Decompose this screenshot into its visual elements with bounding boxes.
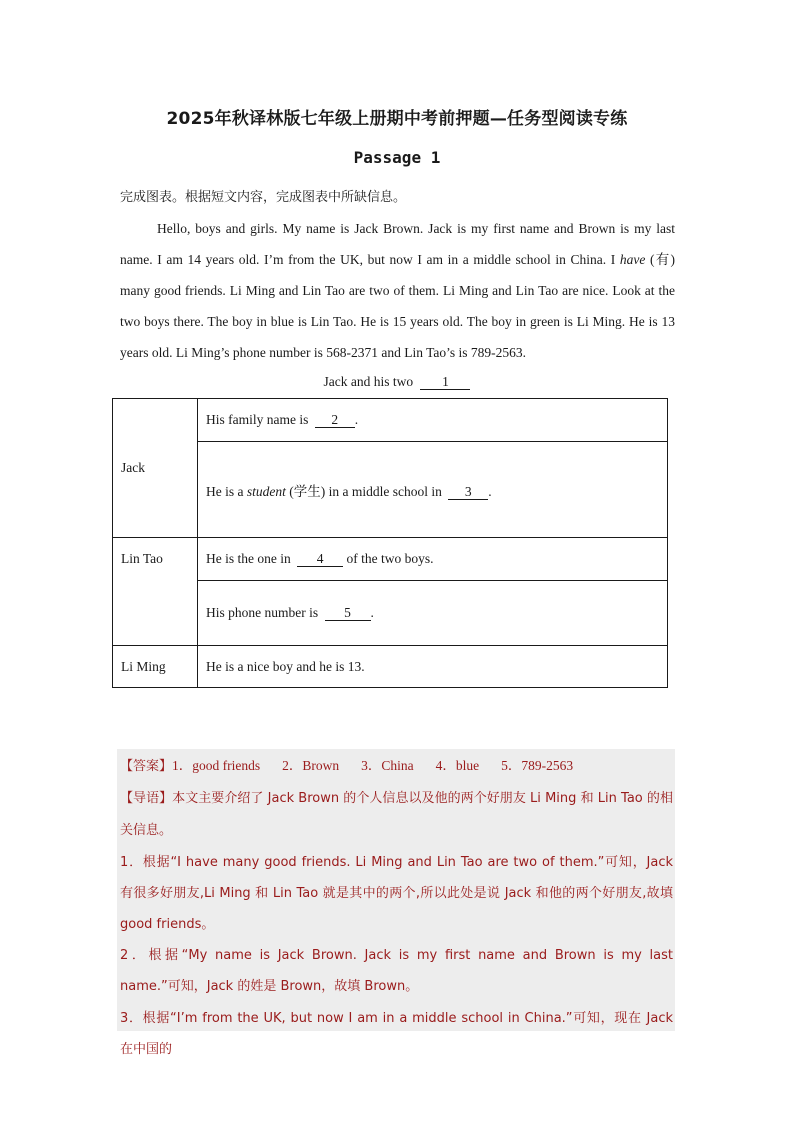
table-cell: He is a nice boy and he is 13. [198,646,668,688]
cell-text: . [370,605,374,620]
table-row [113,399,668,442]
blank-4: 4 [297,552,343,567]
cell-text: He is a [206,483,247,499]
answer-line [120,750,673,782]
table-cell [198,399,668,442]
guide-label: 【导语】 [120,791,173,807]
answer-section [117,749,675,1057]
passage-italic-word: have [619,252,646,267]
name-cell-li-ming: Li Ming [113,646,198,688]
info-table [112,398,668,688]
passage-text-part-2: (有) many good friends. Li Ming and Lin Tao are two of them. Li Ming and Lin Tao are nice. Look at the two boys there. The boy in blue is Lin Tao. He is 15 years old. The boy in green is Li Ming. He is 13 years old. Li Ming’s phone number is 568-2371 and Lin Tao’s is 789-2563. [120,252,675,360]
answer-item: 5．789-2563 [501,758,574,773]
cell-text: He is the one in [206,551,291,566]
blank-1: 1 [420,375,470,390]
guide-paragraph [120,782,673,846]
guide-text: 本文主要介绍了 Jack Brown 的个人信息以及他的两个好朋友 Li Ming 和 Lin Tao 的相关信息。 [120,791,673,839]
passage-heading: Passage 1 [353,148,441,167]
table-cell [198,538,668,581]
table-caption-text: Jack and his two [323,374,414,389]
answer-item: 3．China [361,758,414,773]
cell-text: His phone number is [206,605,319,620]
answer-item: 4．blue [435,758,480,773]
table-row [113,538,668,581]
table-cell [198,442,668,538]
cell-text: . [488,483,492,499]
answer-label: 【答案】 [120,759,173,774]
table-caption [0,374,794,390]
blank-2: 2 [315,413,355,428]
cell-text: . [354,412,359,427]
explanation-1: 1．根据“I have many good friends. Li Ming and Lin Tao are two of them.”可知，Jack 有很多好朋友,Li Ming 和 Lin Tao 就是其中的两个,所以此处是说 Jack 和他的两个好朋友,故填 good friends。 [120,854,673,933]
document-title: 2025年秋译林版七年级上册期中考前押题—任务型阅读专练 [166,109,628,129]
task-instruction: 完成图表。根据短文内容，完成图表中所缺信息。 [120,190,407,205]
name-cell-lin-tao: Lin Tao [113,538,198,646]
cell-text: of the two boys. [346,551,434,566]
cell-text: His family name is [206,412,309,427]
name-cell-jack: Jack [113,399,198,538]
cell-text: (学生) in a middle school in [285,483,442,499]
passage-text-part-1: Hello, boys and girls. My name is Jack Brown. Jack is my first name and Brown is my last name. I am 14 years old. I’m from the UK, but now I am in a middle school in China. I [120,221,675,267]
answer-item: 1．good friends [172,758,261,773]
explanation-3: 3．根据“I’m from the UK, but now I am in a middle school in China.”可知，现在 Jack 在中国的 [120,1010,673,1057]
blank-3: 3 [448,485,488,500]
table-row [113,646,668,688]
cell-italic-word: student [246,483,286,499]
answer-item: 2．Brown [282,758,340,773]
blank-5: 5 [325,606,371,621]
passage-text [120,213,675,368]
explanation-2: 2．根据“My name is Jack Brown. Jack is my first name and Brown is my last name.”可知，Jack 的姓是 Brown，故填 Brown。 [120,948,673,995]
table-cell [198,581,668,646]
